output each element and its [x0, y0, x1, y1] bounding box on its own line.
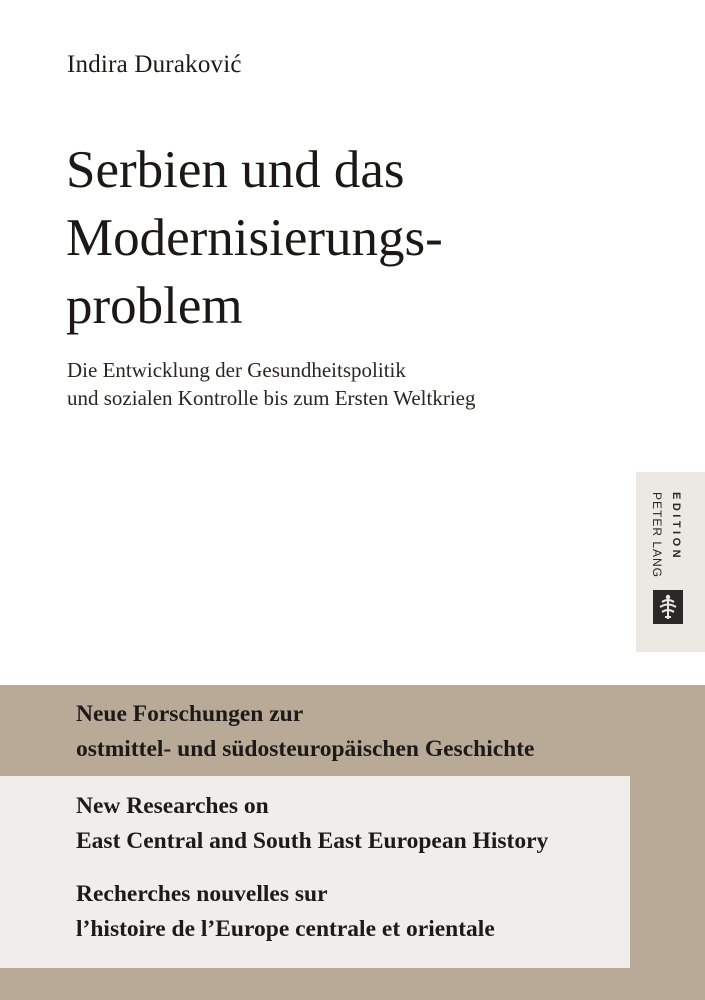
author-name: Indira Duraković — [67, 51, 242, 78]
series-title-french — [76, 877, 495, 947]
series-line: Neue Forschungen zur — [76, 701, 304, 727]
series-line: New Researches on — [76, 793, 269, 819]
peter-lang-logo-icon — [653, 590, 683, 624]
publisher-imprint: EDITION — [670, 492, 682, 562]
series-line: l’histoire de l’Europe centrale et orientale — [76, 916, 495, 942]
subtitle-line: Die Entwicklung der Gesundheitspolitik — [67, 358, 406, 382]
publisher-label — [652, 486, 692, 596]
publisher-tab — [636, 472, 705, 652]
series-line: Recherches nouvelles sur — [76, 881, 328, 907]
subtitle-line: und sozialen Kontrolle bis zum Ersten Weltkrieg — [67, 386, 476, 410]
book-title — [66, 136, 443, 340]
series-line: ostmittel- und südosteuropäischen Geschichte — [76, 736, 535, 762]
title-line: Serbien und das — [66, 141, 405, 199]
book-subtitle — [67, 356, 476, 412]
series-title-english — [76, 789, 548, 859]
series-line: East Central and South East European History — [76, 828, 549, 854]
series-title-german — [76, 697, 535, 767]
title-line: Modernisierungs- — [66, 209, 443, 267]
title-line: problem — [66, 277, 243, 335]
publisher-name: PETER LANG — [650, 492, 664, 579]
